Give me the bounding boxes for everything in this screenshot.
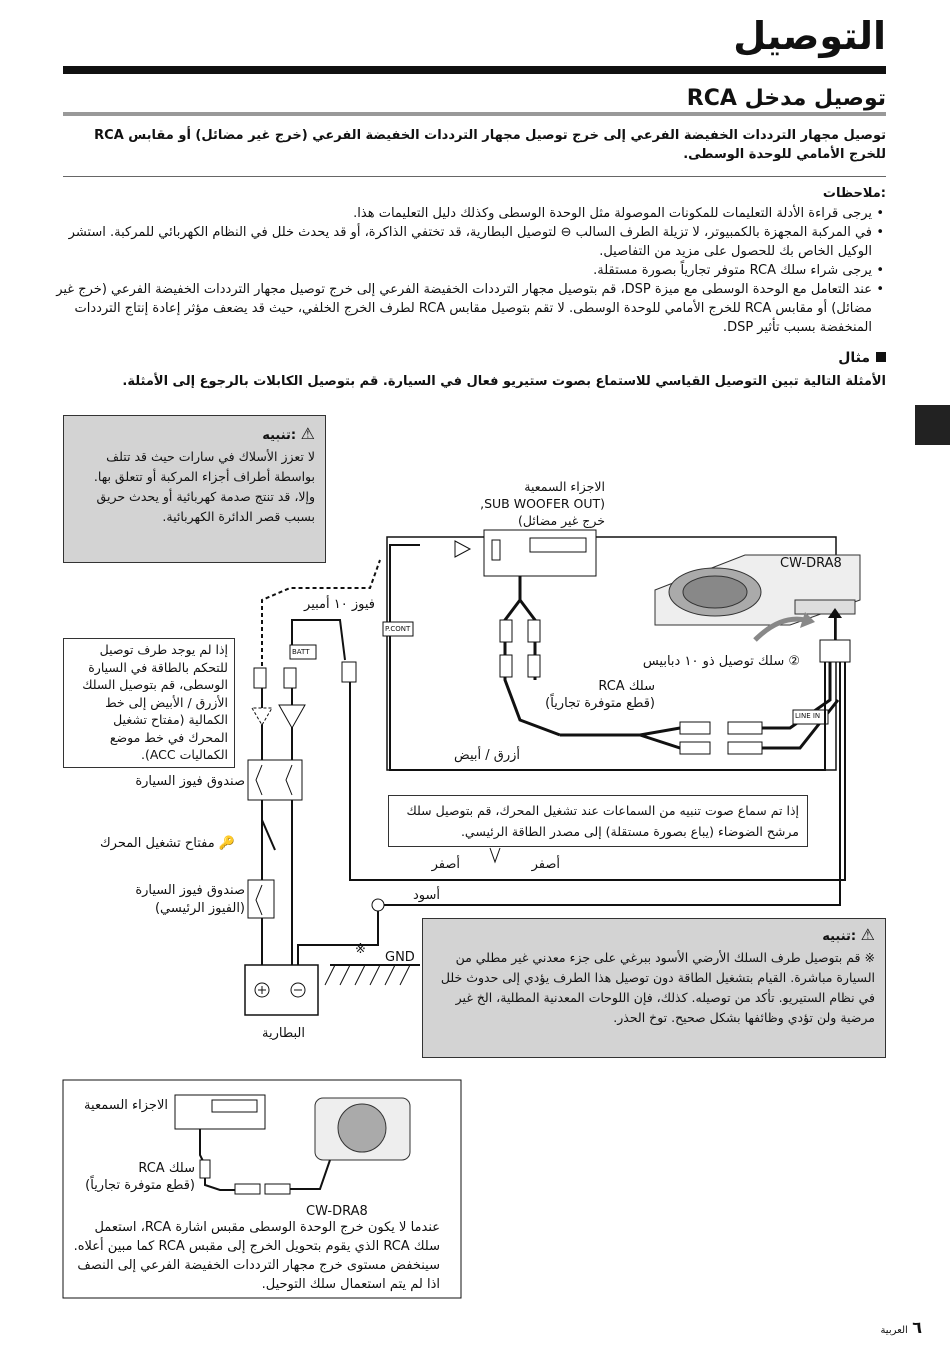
ignition-label: 🔑 مفتاح تشغيل المحرك [99,836,235,851]
page-title: التوصيل [733,14,886,58]
box2-text: عندما لا يكون خرج الوحدة الوسطى مقبس اشارة RCA، استعمل سلك RCA الذي يقوم بتحويل الخرج إلى مقبس RCA كما مبين أعلاه. سينخفض مستوى خرج مجهار الترددات الخفيضة الفرعي إلى النصف اذا لم يتم استعمال سلك التوحيل. [73,1220,440,1292]
note-item: • يرجى شراء سلك RCA متوفر تجارياً بصورة مستقلة. [593,263,884,278]
yellow-label-right: أصفر [531,857,560,872]
page-number: ٦ [912,1318,922,1337]
note-item: • يرجى قراءة الأدلة التعليمات للمكونات الموصولة مثل الوحدة الوسطى وكذلك دليل التعليمات هذا. [353,206,884,221]
example-heading: مثال [838,350,886,366]
ground-mark: ※ [355,942,366,957]
pcont-label: P.CONT [385,625,411,633]
cable-item-label: ② سلك توصيل ذو ١٠ دبابيس [642,654,800,669]
yellow-label-left: أصفر [431,857,460,872]
subwoofer-small-icon [315,1098,410,1160]
gnd-label: GND [385,950,415,965]
caution-box-2 [422,918,886,1058]
notes-heading: :ملاحظات [822,186,886,201]
note-item: • في المركبة المجهزة بالكمبيوتر، لا تزيلة الطرف السالب ⊖ لتوصيل البطارية، قد تختفي الذاكرة، أو قد يحدث خلل في النظام الكهربائي للمركبة. استشر الوكيل الخاص بك للحصول على مزيد من التفاصيل. [68,225,884,259]
caution-text-2: قم بتوصيل طرف السلك الأرضي الأسود ببرغي على جزء معدني غير مطلي من السيارة مباشرة. القيام بتشغيل الطاقة دون توصيل هذا الطرف يؤدي إلى حدوث خلل في نظام الستيريو. تأكد من توصيله. كذلك، فإن اللوحات المعدنية المطلية، الخ غير مرضية ولن تؤدي وظائفها بشكل صحيح. توخ الحذر. [440,950,875,1025]
warning-triangle-icon: ⚠ [300,424,315,443]
warning-triangle-icon: ⚠ [860,925,875,944]
rca-cable-label: سلك RCA (قطع متوفرة تجارياً) [545,679,655,711]
caution-heading: ⚠ :تنبيه [262,424,315,443]
fuse10-label: فيوز ١٠ أمبير [304,597,375,612]
fuse-box2-label: صندوق فيوز السيارة (الفيوز الرئيسي) [135,883,245,916]
headunit-label: الاجزاء السمعية ,SUB WOOFER OUT) خرج غير مضائل) [480,479,605,528]
section-title: توصيل مدخل RCA [686,86,886,111]
no-acc-note: إذا لم يوجد طرف توصيل للتحكم بالطاقة في السيارة الوسطى، قم بتوصيل السلك الأزرق / الأبيض إلى خط الكمالية (مفتاح تشغيل المحرك في خط موضع الكماليات ACC). [63,638,235,768]
battery-label: البطارية [262,1026,305,1041]
headunit-small-icon [175,1095,265,1129]
battery-icon [245,965,318,1015]
key-icon: 🔑 [218,836,235,851]
head-unit-icon [484,530,596,576]
note-item: • عند التعامل مع الوحدة الوسطى مع ميزة DSP، قم بتوصيل مجهار الترددات الخفيضة الفرعي إلى خرج توصيل مجهار الترددات الخفيضة الفرعي (خرج غير مضائل) أو مقابس RCA للخرج الأمامي للوحدة الوسطى. لا تقم بتوصيل مقابس RCA لطرف الخرج الخلفي، حيث قد يضعف مؤثر إعادة إنتاج الترددات المنخفضة بسبب تأثير DSP. [56,282,884,335]
box2-rca-label: سلك RCA (قطع متوفرة تجارياً) [85,1161,195,1193]
noise-note: إذا تم سماع صوت تنبيه من السماعات عند تشغيل المحرك، قم بتوصيل سلك مرشح الضوضاء (يباع بصورة مستقلة) إلى مصدر الطاقة الرئيسي. [388,795,808,847]
box2-headunit-label: الاجزاء السمعية [84,1098,168,1113]
example-text: الأمثلة التالية تبين التوصيل القياسي للاستماع بصوت ستيريو فعال في السيارة. قم بتوصيل الكابلات بالرجوع إلى الأمثلة. [122,374,886,389]
blue-white-label: أزرق / أبيض [454,748,520,763]
fuse-box1-label: صندوق فيوز السيارة [135,774,245,789]
box2-product-label: CW-DRA8 [306,1204,368,1219]
batt-label: BATT [292,648,310,656]
language-label: العربية [880,1325,908,1336]
intro-text: توصيل مجهار الترددات الخفيضة الفرعي إلى خرج توصيل مجهار الترددات الخفيضة الفرعي (خرج غير مضائل) أو مقابس RCA للخرج الأمامي للوحدة الوسطى. [94,128,886,162]
caution-mark: ※ [864,950,875,965]
line-in-label: LINE IN [795,712,821,720]
caution-text: لا تعزز الأسلاك في سارات حيث قد تتلف بواسطة أطراف أجزاء المركبة أو تتعلق بها. وإلا، قد تنتج صدمة كهربائية أو يحدث حريق بسبب قصر الدائرة الكهربائية. [93,449,315,524]
black-label: أسود [412,888,440,903]
caution-heading-2: ⚠ :تنبيه [822,925,875,944]
product-label: CW-DRA8 [780,556,842,571]
page-footer [880,1318,922,1337]
